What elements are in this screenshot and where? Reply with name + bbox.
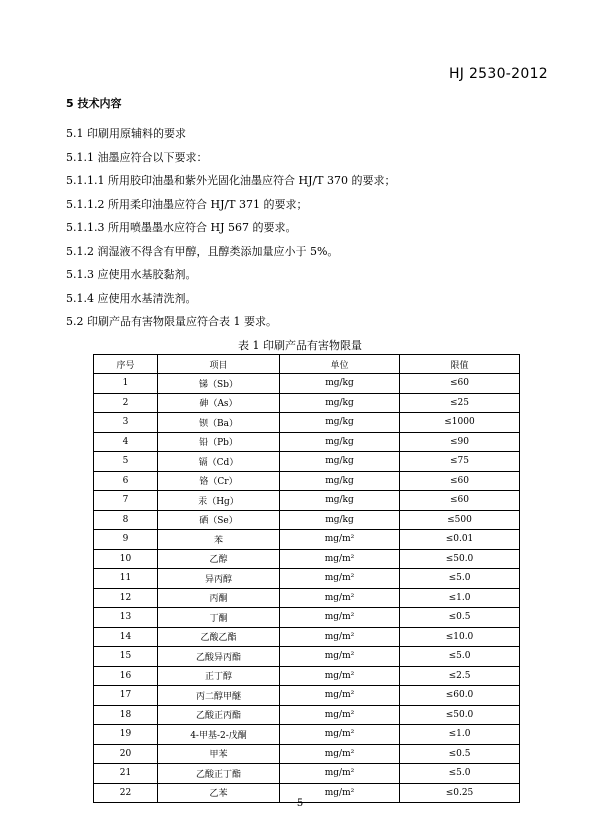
cell-item: 异丙醇 xyxy=(158,569,280,589)
table-row xyxy=(94,588,520,608)
cell-index: 18 xyxy=(94,705,158,725)
cell-unit: mg/m² xyxy=(280,725,400,745)
cell-index: 19 xyxy=(94,725,158,745)
header-cell-item: 项目 xyxy=(158,355,280,374)
cell-unit: mg/kg xyxy=(280,491,400,511)
table-row xyxy=(94,725,520,745)
paragraph: 5.2 印刷产品有害物限量应符合表 1 要求。 xyxy=(66,315,277,328)
paragraph: 5.1.2 润湿液不得含有甲醇，且醇类添加量应小于 5%。 xyxy=(66,245,339,258)
cell-limit: ≤60 xyxy=(400,471,520,491)
cell-item: 乙酸乙酯 xyxy=(158,627,280,647)
cell-limit: ≤0.5 xyxy=(400,744,520,764)
cell-limit: ≤60 xyxy=(400,374,520,394)
paragraph: 5.1.4 应使用水基清洗剂。 xyxy=(66,292,197,305)
table-row xyxy=(94,666,520,686)
cell-index: 10 xyxy=(94,549,158,569)
cell-item: 乙醇 xyxy=(158,549,280,569)
table-row xyxy=(94,413,520,433)
cell-index: 16 xyxy=(94,666,158,686)
cell-limit: ≤50.0 xyxy=(400,549,520,569)
cell-item: 钡（Ba） xyxy=(158,413,280,433)
cell-item: 砷（As） xyxy=(158,393,280,413)
cell-limit: ≤25 xyxy=(400,393,520,413)
cell-limit: ≤0.01 xyxy=(400,530,520,550)
cell-item: 汞（Hg） xyxy=(158,491,280,511)
header-cell-index: 序号 xyxy=(94,355,158,374)
cell-limit: ≤0.5 xyxy=(400,608,520,628)
cell-unit: mg/m² xyxy=(280,627,400,647)
cell-unit: mg/m² xyxy=(280,588,400,608)
table-row xyxy=(94,510,520,530)
cell-item: 硒（Se） xyxy=(158,510,280,530)
header-cell-unit: 单位 xyxy=(280,355,400,374)
cell-unit: mg/kg xyxy=(280,393,400,413)
cell-item: 乙酸正丙酯 xyxy=(158,705,280,725)
cell-unit: mg/m² xyxy=(280,764,400,784)
page-number: 5 xyxy=(296,798,304,809)
cell-item: 丙二醇甲醚 xyxy=(158,686,280,706)
cell-unit: mg/m² xyxy=(280,569,400,589)
cell-index: 4 xyxy=(94,432,158,452)
cell-item: 甲苯 xyxy=(158,744,280,764)
cell-limit: ≤75 xyxy=(400,452,520,472)
cell-index: 17 xyxy=(94,686,158,706)
table-row xyxy=(94,744,520,764)
table-row xyxy=(94,374,520,394)
cell-unit: mg/m² xyxy=(280,608,400,628)
table-row xyxy=(94,530,520,550)
paragraph: 5.1.1.1 所用胶印油墨和紫外光固化油墨应符合 HJ/T 370 的要求； xyxy=(66,174,396,187)
cell-index: 8 xyxy=(94,510,158,530)
paragraph: 5.1.3 应使用水基胶黏剂。 xyxy=(66,268,197,281)
table-row xyxy=(94,764,520,784)
cell-item: 丁酮 xyxy=(158,608,280,628)
table-row xyxy=(94,471,520,491)
cell-limit: ≤90 xyxy=(400,432,520,452)
table-row xyxy=(94,491,520,511)
table-row xyxy=(94,569,520,589)
table-row xyxy=(94,647,520,667)
cell-index: 7 xyxy=(94,491,158,511)
table-row xyxy=(94,549,520,569)
cell-limit: ≤1000 xyxy=(400,413,520,433)
cell-index: 11 xyxy=(94,569,158,589)
cell-item: 镉（Cd） xyxy=(158,452,280,472)
cell-unit: mg/kg xyxy=(280,452,400,472)
cell-index: 14 xyxy=(94,627,158,647)
cell-index: 3 xyxy=(94,413,158,433)
cell-limit: ≤5.0 xyxy=(400,569,520,589)
cell-unit: mg/kg xyxy=(280,471,400,491)
cell-item: 正丁醇 xyxy=(158,666,280,686)
cell-index: 1 xyxy=(94,374,158,394)
header-cell-limit: 限值 xyxy=(400,355,520,374)
table-row xyxy=(94,393,520,413)
cell-unit: mg/m² xyxy=(280,783,400,803)
document-code: HJ 2530-2012 xyxy=(448,66,548,82)
cell-item: 丙酮 xyxy=(158,588,280,608)
cell-unit: mg/m² xyxy=(280,705,400,725)
section-title: 5 技术内容 xyxy=(66,97,122,110)
cell-limit: ≤1.0 xyxy=(400,588,520,608)
cell-limit: ≤60 xyxy=(400,491,520,511)
cell-limit: ≤5.0 xyxy=(400,764,520,784)
cell-unit: mg/kg xyxy=(280,374,400,394)
table-row xyxy=(94,432,520,452)
table-row xyxy=(94,452,520,472)
cell-unit: mg/kg xyxy=(280,413,400,433)
cell-index: 5 xyxy=(94,452,158,472)
cell-index: 15 xyxy=(94,647,158,667)
cell-item: 乙苯 xyxy=(158,783,280,803)
cell-index: 6 xyxy=(94,471,158,491)
table-row xyxy=(94,686,520,706)
cell-limit: ≤5.0 xyxy=(400,647,520,667)
cell-index: 13 xyxy=(94,608,158,628)
cell-unit: mg/kg xyxy=(280,510,400,530)
cell-item: 4-甲基-2-戊酮 xyxy=(158,725,280,745)
paragraph: 5.1.1.3 所用喷墨墨水应符合 HJ 567 的要求。 xyxy=(66,221,297,234)
cell-unit: mg/m² xyxy=(280,647,400,667)
table-body xyxy=(94,374,520,803)
cell-item: 铬（Cr） xyxy=(158,471,280,491)
cell-index: 21 xyxy=(94,764,158,784)
hazard-limits-table xyxy=(93,354,520,803)
cell-limit: ≤1.0 xyxy=(400,725,520,745)
cell-limit: ≤0.25 xyxy=(400,783,520,803)
cell-limit: ≤500 xyxy=(400,510,520,530)
cell-limit: ≤50.0 xyxy=(400,705,520,725)
table-caption: 表 1 印刷产品有害物限量 xyxy=(238,339,362,352)
cell-limit: ≤2.5 xyxy=(400,666,520,686)
cell-item: 乙酸异丙酯 xyxy=(158,647,280,667)
cell-item: 铅（Pb） xyxy=(158,432,280,452)
cell-limit: ≤60.0 xyxy=(400,686,520,706)
cell-index: 22 xyxy=(94,783,158,803)
cell-unit: mg/m² xyxy=(280,686,400,706)
cell-item: 苯 xyxy=(158,530,280,550)
table-row xyxy=(94,705,520,725)
table-row xyxy=(94,627,520,647)
cell-unit: mg/m² xyxy=(280,744,400,764)
paragraph: 5.1 印刷用原辅料的要求 xyxy=(66,127,186,140)
paragraph: 5.1.1.2 所用柔印油墨应符合 HJ/T 371 的要求； xyxy=(66,198,308,211)
cell-index: 2 xyxy=(94,393,158,413)
cell-unit: mg/kg xyxy=(280,432,400,452)
cell-item: 锑（Sb） xyxy=(158,374,280,394)
cell-index: 12 xyxy=(94,588,158,608)
cell-unit: mg/m² xyxy=(280,666,400,686)
cell-limit: ≤10.0 xyxy=(400,627,520,647)
table-row xyxy=(94,608,520,628)
cell-index: 20 xyxy=(94,744,158,764)
table-header-row xyxy=(94,355,520,374)
cell-item: 乙酸正丁酯 xyxy=(158,764,280,784)
cell-unit: mg/m² xyxy=(280,549,400,569)
cell-unit: mg/m² xyxy=(280,530,400,550)
paragraph: 5.1.1 油墨应符合以下要求： xyxy=(66,151,208,164)
cell-index: 9 xyxy=(94,530,158,550)
